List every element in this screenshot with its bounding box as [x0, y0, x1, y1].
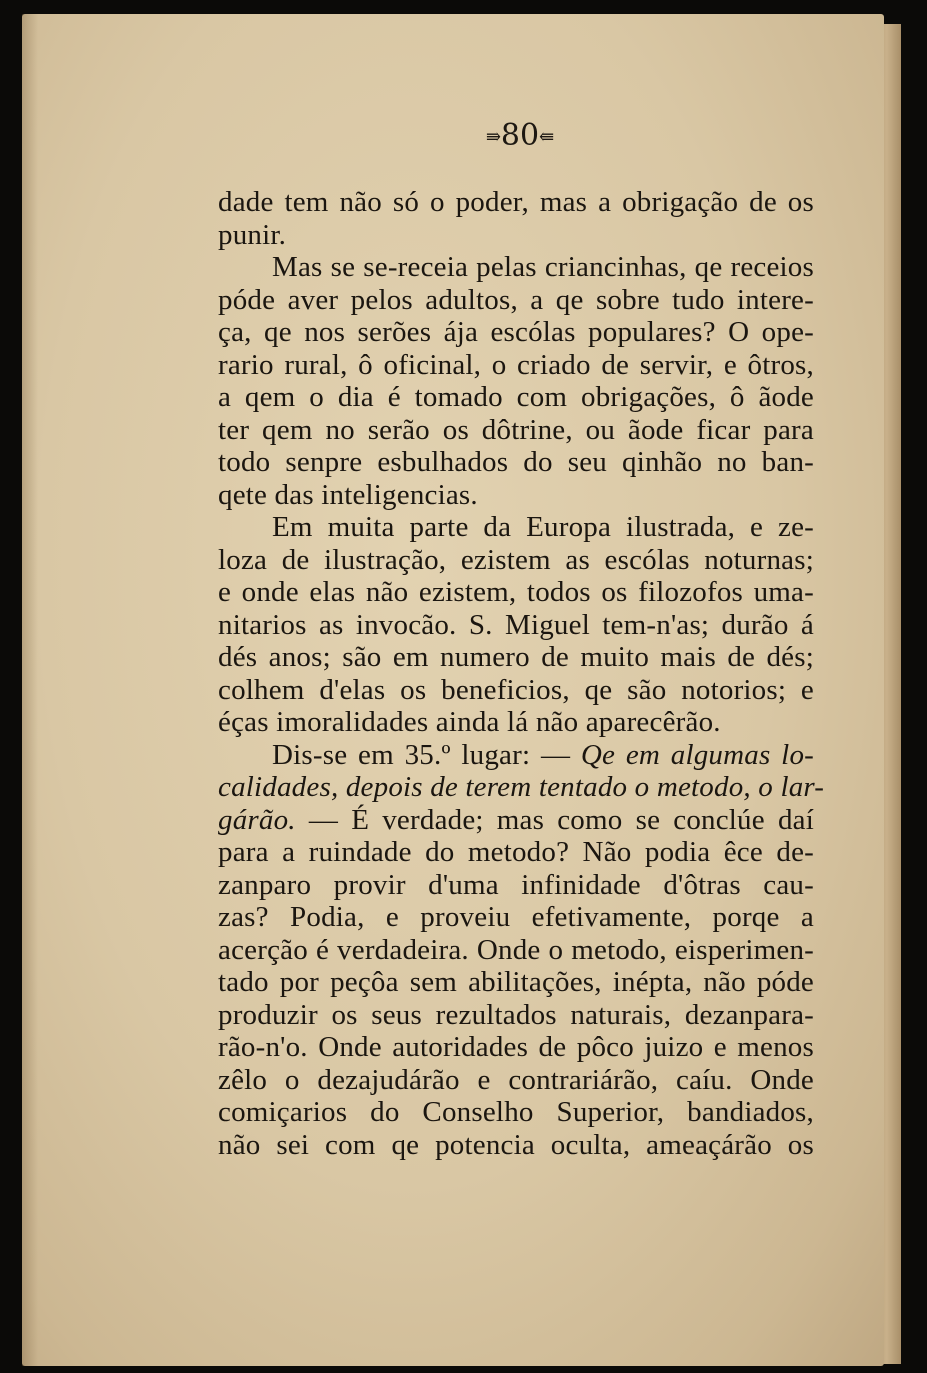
text-line [218, 576, 814, 609]
text-line [218, 219, 814, 252]
text-line [218, 511, 814, 544]
page-header [0, 118, 927, 153]
line-text: qete das inteligencias. [218, 478, 478, 511]
text-line [218, 609, 814, 642]
line-text: não sei com qe potencia oculta, ameaçárão os [218, 1128, 814, 1161]
line-text: comiçarios do Conselho Superior, bandiados, [218, 1096, 814, 1128]
line-text: para a ruindade do metodo? Não podia êce de- [218, 836, 814, 868]
italic-text: gárão. [218, 803, 296, 836]
text-line [218, 674, 814, 707]
line-text: loza de ilustração, ezistem as escólas noturnas; [218, 543, 814, 576]
page-gutter-shadow [22, 14, 38, 1366]
left-ornament: ⇛ [485, 126, 501, 148]
text-line [218, 771, 825, 804]
text-line [218, 706, 814, 739]
text-line [218, 934, 814, 967]
line-text: tado por peçôa sem abilitações, inépta, não póde [218, 966, 814, 998]
line-text: nitarios as invocão. S. Miguel tem-n'as; durão á [218, 608, 814, 641]
text-line [218, 186, 814, 219]
text-line [218, 1064, 814, 1097]
text-line [218, 251, 814, 284]
text-line [218, 739, 814, 772]
line-text: todo senpre esbulhados do seu qinhão no ban- [218, 446, 814, 478]
text-line [218, 999, 814, 1032]
italic-text: Qe em algumas lo- [580, 738, 814, 771]
text-line [218, 446, 814, 479]
line-text: — É verdade; mas como se conclúe daí [295, 803, 814, 836]
line-text: ça, qe nos serões ája escólas populares? O ope- [218, 316, 814, 348]
text-line [218, 414, 814, 447]
body-text [218, 186, 825, 1161]
line-text: póde aver pelos adultos, a qe sobre tudo intere- [218, 283, 814, 316]
line-text: colhem d'elas os beneficios, qe são notorios; e [218, 673, 814, 706]
text-line [218, 479, 814, 512]
line-text: acerção é verdadeira. Onde o metodo, eisperimen- [218, 933, 814, 966]
text-line [218, 544, 814, 577]
text-line [218, 381, 814, 414]
text-line [218, 316, 814, 349]
line-text: rario rural, ô oficinal, o criado de servir, e ôtros, [218, 348, 814, 381]
line-text: zas? Podia, e proveiu efetivamente, porqe a [218, 901, 814, 933]
text-line [218, 836, 814, 869]
line-text: ter qem no serão os dôtrine, ou ãode ficar para [218, 413, 814, 446]
line-text: rão-n'o. Onde autoridades de pôco juizo e menos [218, 1031, 814, 1063]
line-text: Dis-se em 35.º lugar: — [272, 738, 581, 771]
line-text: a qem o dia é tomado com obrigações, ô ãode [218, 381, 814, 413]
text-line [218, 284, 814, 317]
line-text: punir. [218, 218, 287, 251]
text-line [218, 641, 814, 674]
line-text: dés anos; são em numero de muito mais de dés; [218, 641, 814, 673]
line-text: Mas se se-receia pelas criancinhas, qe receios [272, 251, 814, 283]
line-text: éças imoralidades ainda lá não aparecêrão. [218, 706, 721, 738]
line-text: zêlo o dezajudárão e contrariárão, caíu. Onde [218, 1063, 814, 1096]
text-line [218, 1096, 814, 1129]
text-line [218, 1129, 814, 1162]
line-text: dade tem não só o poder, mas a obrigação de os [218, 186, 814, 218]
text-line [218, 349, 814, 382]
italic-text: calidades, depois de terem tentado o metodo, o lar- [218, 771, 825, 803]
text-line [218, 869, 814, 902]
page-number: 80 [500, 118, 540, 153]
line-text: produzir os seus rezultados naturais, dezanpara- [218, 998, 814, 1031]
text-line [218, 804, 814, 837]
line-text: zanparo provir d'uma infinidade d'ôtras cau- [218, 868, 814, 901]
right-ornament: ⇚ [539, 126, 555, 148]
text-line [218, 966, 814, 999]
line-text: e onde elas não ezistem, todos os filozofos uma- [218, 576, 814, 608]
text-line [218, 901, 814, 934]
line-text: Em muita parte da Europa ilustrada, e ze- [272, 511, 814, 543]
text-line [218, 1031, 814, 1064]
